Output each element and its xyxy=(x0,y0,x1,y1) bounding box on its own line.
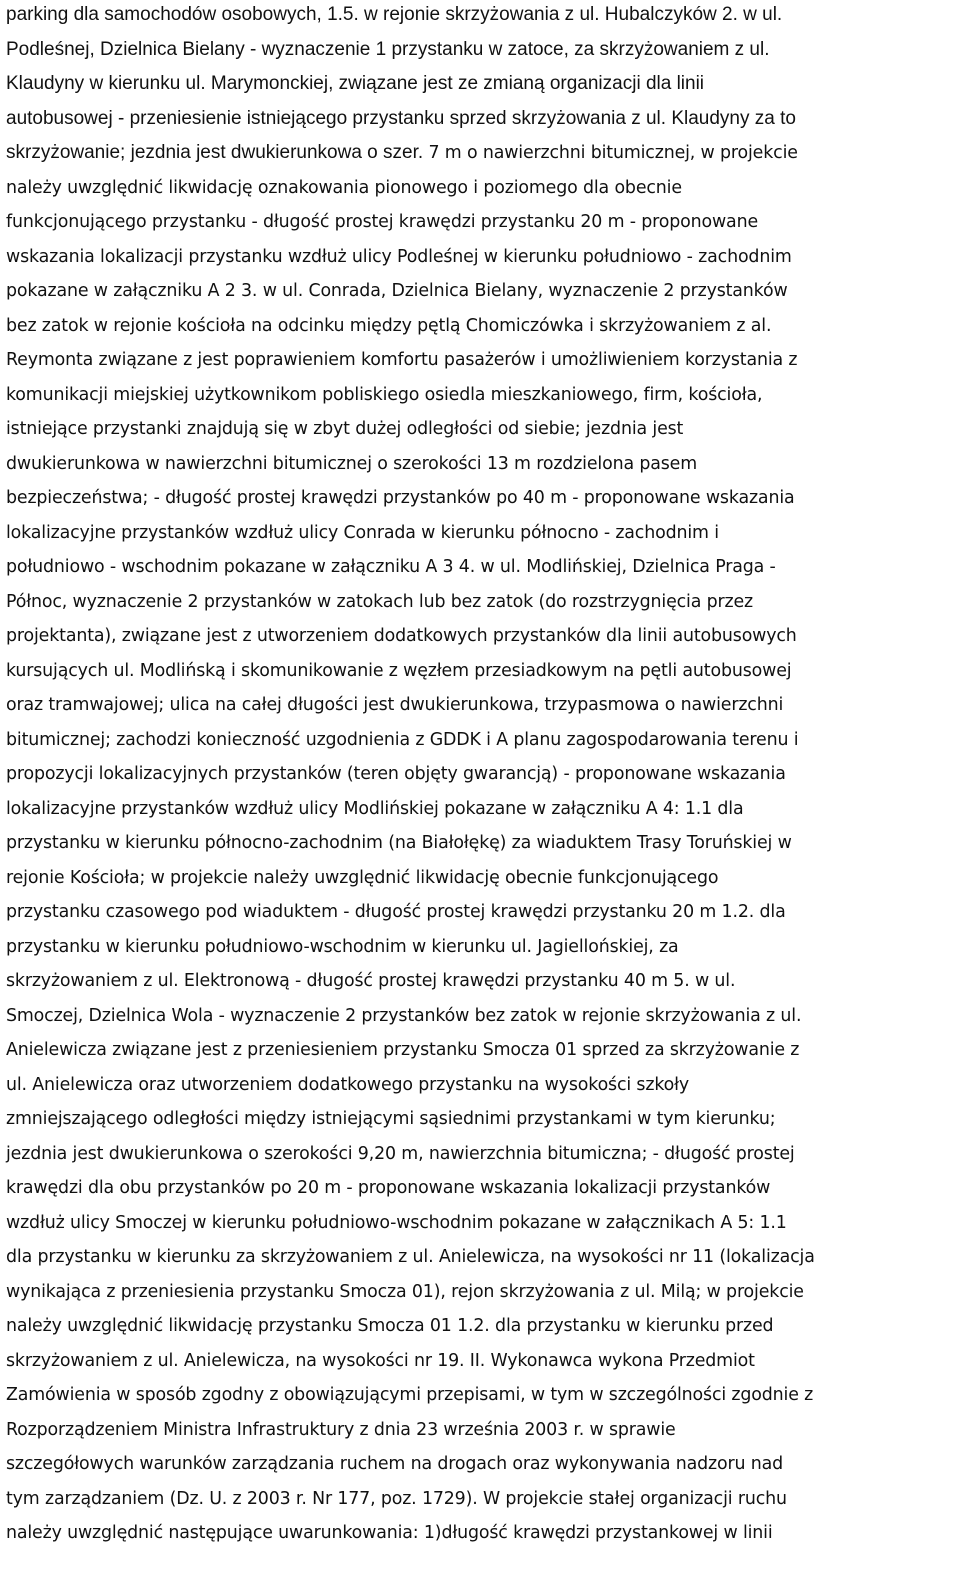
text-line-18: Północ, wyznaczenie 2 przystanków w zatokach lub bez zatok (do rozstrzygnięcia przez xyxy=(6,591,753,612)
text-line-12: komunikacji miejskiej użytkownikom pobliskiego osiedla mieszkaniowego, firm, kościoła, xyxy=(6,384,763,405)
text-line-17: południowo - wschodnim pokazane w załączniku A 3 4. w ul. Modlińskiej, Dzielnica Praga - xyxy=(6,557,776,577)
text-line-38: wynikająca z przeniesienia przystanku Smocza 01), rejon skrzyżowania z ul. Milą; w projekcie xyxy=(6,1281,804,1302)
text-line-14: dwukierunkowa w nawierzchni bitumicznej o szerokości 13 m rozdzielona pasem xyxy=(6,453,697,474)
text-line-44: tym zarządzaniem (Dz. U. z 2003 r. Nr 177, poz. 1729). W projekcie stałej organizacji ruchu xyxy=(6,1488,787,1509)
text-line-8: wskazania lokalizacji przystanku wzdłuż ulicy Podleśnej w kierunku południowo - zachodnim xyxy=(6,246,792,267)
text-line-4: autobusowej - przeniesienie istniejącego przystanku sprzed skrzyżowania z ul. Klaudyny za to xyxy=(6,107,796,129)
text-line-36: wzdłuż ulicy Smoczej w kierunku południowo-wschodnim pokazane w załącznikach A 5: 1.1 xyxy=(6,1212,787,1233)
text-line-29: skrzyżowaniem z ul. Elektronową - długość prostej krawędzi przystanku 40 m 5. w ul. xyxy=(6,971,736,991)
text-line-33: zmniejszającego odległości między istniejącymi sąsiednimi przystankami w tym kierunku; xyxy=(6,1109,776,1129)
text-line-25: przystanku w kierunku północno-zachodnim (na Białołękę) za wiaduktem Trasy Toruńskiej w xyxy=(6,833,792,853)
text-line-21: oraz tramwajowej; ulica na całej długości jest dwukierunkowa, trzypasmowa o nawierzchni xyxy=(6,695,784,715)
text-line-35: krawędzi dla obu przystanków po 20 m - proponowane wskazania lokalizacji przystanków xyxy=(6,1178,771,1198)
text-line-45: należy uwzględnić następujące uwarunkowania: 1)długość krawędzi przystankowej w linii xyxy=(6,1523,773,1543)
text-line-41: Zamówienia w sposób zgodny z obowiązującymi przepisami, w tym w szczególności zgodnie z xyxy=(6,1385,814,1405)
text-line-28: przystanku w kierunku południowo-wschodnim w kierunku ul. Jagiellońskiej, za xyxy=(6,936,679,957)
text-line-20: kursujących ul. Modlińską i skomunikowanie z węzłem przesiadkowym na pętli autobusowej xyxy=(6,660,792,681)
text-line-40: skrzyżowaniem z ul. Anielewicza, na wysokości nr 19. II. Wykonawca wykona Przedmiot xyxy=(6,1350,755,1371)
text-line-16: lokalizacyjne przystanków wzdłuż ulicy Conrada w kierunku północno - zachodnim i xyxy=(6,522,719,543)
text-line-1: parking dla samochodów osobowych, 1.5. w rejonie skrzyżowania z ul. Hubalczyków 2. w ul. xyxy=(6,4,783,25)
text-line-11: Reymonta związane z jest poprawieniem komfortu pasażerów i umożliwieniem korzystania z xyxy=(6,350,798,370)
text-line-27: przystanku czasowego pod wiaduktem - długość prostej krawędzi przystanku 20 m 1.2. dla xyxy=(6,902,786,922)
text-line-23: propozycji lokalizacyjnych przystanków (teren objęty gwarancją) - proponowane wskazania xyxy=(6,764,786,784)
text-line-22: bitumicznej; zachodzi konieczność uzgodnienia z GDDK i A planu zagospodarowania terenu i xyxy=(6,729,799,750)
text-line-3: Klaudyny w kierunku ul. Marymonckiej, związane jest ze zmianą organizacji dla linii xyxy=(6,73,705,94)
text-line-26: rejonie Kościoła; w projekcie należy uwzględnić likwidację obecnie funkcjonującego xyxy=(6,867,719,888)
text-line-39: należy uwzględnić likwidację przystanku Smocza 01 1.2. dla przystanku w kierunku przed xyxy=(6,1316,774,1336)
text-line-5 xyxy=(6,136,954,171)
text-line-5-part-2: 7 m o nawierzchni bitumicznej, w projekcie xyxy=(423,143,798,163)
text-line-43: szczegółowych warunków zarządzania ruchem na drogach oraz wykonywania nadzoru nad xyxy=(6,1454,784,1474)
text-line-10: bez zatok w rejonie kościoła na odcinku między pętlą Chomiczówka i skrzyżowaniem z al. xyxy=(6,315,772,336)
text-line-31: Anielewicza związane jest z przeniesieniem przystanku Smocza 01 sprzed za skrzyżowanie z xyxy=(6,1040,800,1060)
text-line-19: projektanta), związane jest z utworzeniem dodatkowych przystanków dla linii autobusowych xyxy=(6,626,797,646)
text-line-9: pokazane w załączniku A 2 3. w ul. Conrada, Dzielnica Bielany, wyznaczenie 2 przystanków xyxy=(6,281,788,301)
text-line-34: jezdnia jest dwukierunkowa o szerokości 9,20 m, nawierzchnia bitumiczna; - długość prostej xyxy=(6,1143,795,1164)
text-line-32: ul. Anielewicza oraz utworzeniem dodatkowego przystanku na wysokości szkoły xyxy=(6,1074,690,1095)
text-line-7: funkcjonującego przystanku - długość prostej krawędzi przystanku 20 m - proponowane xyxy=(6,212,758,232)
text-line-2: Podleśnej, Dzielnica Bielany - wyznaczenie 1 przystanku w zatoce, za skrzyżowaniem z ul. xyxy=(6,38,770,60)
text-line-5-part-1: skrzyżowanie; jezdnia jest dwukierunkowa o szer. xyxy=(6,142,424,163)
text-line-15: bezpieczeństwa; - długość prostej krawędzi przystanków po 40 m - proponowane wskazania xyxy=(6,488,795,508)
text-line-6: należy uwzględnić likwidację oznakowania pionowego i poziomego dla obecnie xyxy=(6,177,682,198)
text-line-24: lokalizacyjne przystanków wzdłuż ulicy Modlińskiej pokazane w załączniku A 4: 1.1 dla xyxy=(6,798,744,819)
text-line-37: dla przystanku w kierunku za skrzyżowaniem z ul. Anielewicza, na wysokości nr 11 (lokalizacja xyxy=(6,1247,815,1267)
text-line-30: Smoczej, Dzielnica Wola - wyznaczenie 2 przystanków bez zatok w rejonie skrzyżowania z ul. xyxy=(6,1005,802,1026)
text-line-42: Rozporządzeniem Ministra Infrastruktury z dnia 23 września 2003 r. w sprawie xyxy=(6,1419,676,1440)
text-line-13: istniejące przystanki znajdują się w zbyt dużej odległości od siebie; jezdnia jest xyxy=(6,419,684,439)
